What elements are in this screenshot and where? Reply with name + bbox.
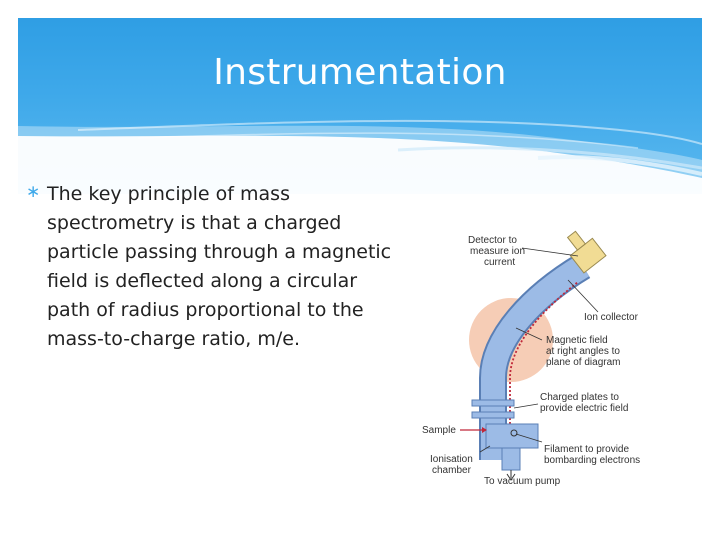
label-magnetic-3: plane of diagram xyxy=(546,357,621,368)
label-filament-1: Filament to provide xyxy=(544,444,630,455)
mass-spectrometer-diagram xyxy=(418,228,658,490)
ionisation-chamber xyxy=(486,424,538,448)
label-ion-collector: Ion collector xyxy=(584,312,638,323)
label-detector-3: current xyxy=(484,257,516,268)
label-filament-2: bombarding electrons xyxy=(544,455,641,466)
charged-plate-top xyxy=(472,400,514,406)
label-detector-1: Detector to xyxy=(468,235,517,246)
label-ionisation-1: Ionisation xyxy=(430,454,473,465)
banner-wave-decoration xyxy=(18,18,702,194)
page-title: Instrumentation xyxy=(213,52,507,93)
label-ionisation-2: chamber xyxy=(432,465,471,476)
label-sample: Sample xyxy=(422,425,456,436)
vacuum-outlet xyxy=(502,448,520,470)
label-detector-2: measure ion xyxy=(470,246,526,257)
label-vacuum: To vacuum pump xyxy=(484,476,561,487)
bullet-text: The key principle of mass spectrometry is that a charged particle passing through a magnetic field is deflected along a circular path of radius proportional to the mass-to-charge ratio, m/e. xyxy=(47,183,392,350)
asterisk-bullet-icon: ∗ xyxy=(26,182,41,202)
title-banner xyxy=(18,18,702,194)
label-magnetic-1: Magnetic field xyxy=(546,335,608,346)
label-plates-2: provide electric field xyxy=(540,403,629,414)
label-magnetic-2: at right angles to xyxy=(546,346,620,357)
label-plates-1: Charged plates to xyxy=(540,392,619,403)
charged-plate-bottom xyxy=(472,412,514,418)
